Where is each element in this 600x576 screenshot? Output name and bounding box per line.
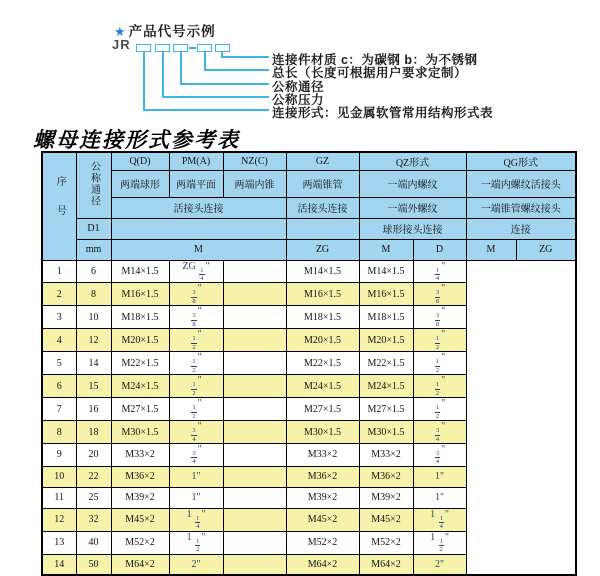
header-gz-ends: 两端锥管 [286, 170, 359, 197]
gz-cell: 1 $\frac{1}{4}$ " [169, 508, 223, 531]
nut-connection-table [41, 151, 577, 576]
table-row [42, 398, 576, 421]
mm-cell: 50 [76, 554, 111, 575]
seq-cell: 2 [42, 283, 76, 306]
header-qz-row3: 一端外螺纹 [359, 197, 466, 218]
qg-m-cell: M39×2 [359, 487, 413, 508]
connector-line [180, 83, 269, 85]
table-row [42, 283, 576, 306]
header-pm-ends: 两端平面 [169, 170, 223, 197]
gz-cell: $\frac{3}{8}$ " [169, 306, 223, 329]
qg-zg-cell: 1 $\frac{1}{4}$ " [413, 508, 466, 531]
qg-zg-cell: $\frac{3}{8}$ " [413, 306, 466, 329]
m-thread-cell: M36×2 [111, 466, 169, 487]
qz-d-cell: M22×1.5 [286, 352, 359, 375]
connector-line [162, 96, 269, 98]
header-qg-unit2: ZG [516, 239, 576, 260]
qg-m-cell: M18×1.5 [359, 306, 413, 329]
header-qz-row4: 球形接头连接 [359, 218, 466, 239]
table-row [42, 508, 576, 531]
header-seq: 序号 [42, 152, 76, 260]
m-thread-cell: M39×2 [111, 487, 169, 508]
connector-line [180, 51, 182, 84]
qg-zg-cell: $\frac{1}{4}$ " [413, 260, 466, 283]
qz-d-cell: M39×2 [286, 487, 359, 508]
connector-line [143, 51, 145, 110]
table-row [42, 375, 576, 398]
header-col-gz: GZ [286, 152, 359, 170]
qg-m-cell: M27×1.5 [359, 398, 413, 421]
seq-cell: 13 [42, 531, 76, 554]
qz-d-cell: M20×1.5 [286, 329, 359, 352]
qg-zg-cell: $\frac{3}{4}$ " [413, 444, 466, 467]
qz-d-cell: M45×2 [286, 508, 359, 531]
seq-cell: 8 [42, 421, 76, 444]
qg-m-cell: M16×1.5 [359, 283, 413, 306]
header-d1: D1 [76, 218, 111, 239]
gz-cell: $\frac{1}{2}$ " [169, 352, 223, 375]
table-row [42, 306, 576, 329]
header-nz-ends: 两端内锥 [223, 170, 286, 197]
header-blank-cell [286, 218, 359, 239]
qz-m-cell [223, 508, 286, 531]
qz-m-cell [223, 421, 286, 444]
qz-d-cell: M16×1.5 [286, 283, 359, 306]
seq-cell: 9 [42, 444, 76, 467]
header-qz-unit2: D [413, 239, 466, 260]
qg-zg-cell: $\frac{1}{2}$ " [413, 398, 466, 421]
header-qg-row4: 连接 [466, 218, 576, 239]
product-code-diagram [0, 0, 600, 126]
header-qg-row3: 一端锥管螺纹接头 [466, 197, 576, 218]
qg-m-cell: M24×1.5 [359, 375, 413, 398]
header-col-qz: QZ形式 [359, 152, 466, 170]
qz-m-cell [223, 283, 286, 306]
m-thread-cell: M14×1.5 [111, 260, 169, 283]
m-thread-cell: M16×1.5 [111, 283, 169, 306]
qg-m-cell: M30×1.5 [359, 421, 413, 444]
qz-m-cell [223, 260, 286, 283]
table-row [42, 421, 576, 444]
header-qg-row2: 一端内螺纹活接头 [466, 170, 576, 197]
m-thread-cell: M24×1.5 [111, 375, 169, 398]
qz-d-cell: M64×2 [286, 554, 359, 575]
connector-line [204, 69, 269, 71]
qz-m-cell [223, 375, 286, 398]
qz-m-cell [223, 306, 286, 329]
gz-cell: 1 $\frac{1}{2}$ " [169, 531, 223, 554]
qg-m-cell: M64×2 [359, 554, 413, 575]
qg-m-cell: M45×2 [359, 508, 413, 531]
qz-d-cell: M27×1.5 [286, 398, 359, 421]
connector-line [162, 51, 164, 97]
table-row [42, 531, 576, 554]
diagram-title-text: 产品代号示例 [128, 24, 216, 39]
header-gz-union: 活接头连接 [286, 197, 359, 218]
gz-cell: 2" [169, 554, 223, 575]
mm-cell: 22 [76, 466, 111, 487]
qg-m-cell: M36×2 [359, 466, 413, 487]
qz-m-cell [223, 487, 286, 508]
connector-line [204, 51, 206, 70]
header-col-q: Q(D) [111, 152, 169, 170]
m-thread-cell: M64×2 [111, 554, 169, 575]
qz-d-cell: M33×2 [286, 444, 359, 467]
qg-zg-cell: $\frac{1}{2}$ " [413, 329, 466, 352]
qg-zg-cell: $\frac{1}{2}$ " [413, 352, 466, 375]
m-thread-cell: M27×1.5 [111, 398, 169, 421]
seq-cell: 12 [42, 508, 76, 531]
seq-cell: 14 [42, 554, 76, 575]
qz-m-cell [223, 329, 286, 352]
m-thread-cell: M45×2 [111, 508, 169, 531]
table-row [42, 352, 576, 375]
header-gz-unit: ZG [286, 239, 359, 260]
gz-cell: $\frac{1}{2}$ " [169, 329, 223, 352]
m-thread-cell: M30×1.5 [111, 421, 169, 444]
mm-cell: 32 [76, 508, 111, 531]
qz-m-cell [223, 444, 286, 467]
m-thread-cell: M22×1.5 [111, 352, 169, 375]
qg-zg-cell: 1 $\frac{1}{2}$ " [413, 531, 466, 554]
qz-d-cell: M14×1.5 [286, 260, 359, 283]
mm-cell: 18 [76, 421, 111, 444]
seq-cell: 5 [42, 352, 76, 375]
qz-d-cell: M24×1.5 [286, 375, 359, 398]
table-row [42, 487, 576, 508]
gz-cell: $\frac{1}{2}$ " [169, 398, 223, 421]
table-row [42, 260, 576, 283]
qz-d-cell: M30×1.5 [286, 421, 359, 444]
qz-m-cell [223, 554, 286, 575]
qg-m-cell: M20×1.5 [359, 329, 413, 352]
diagram-label-connection: 连接形式：见金属软管常用结构形式表 [272, 106, 494, 120]
star-icon: ★ [114, 24, 127, 39]
seq-cell: 3 [42, 306, 76, 329]
table-body [42, 260, 576, 575]
gz-cell: $\frac{3}{4}$ " [169, 421, 223, 444]
gz-cell: 1" [169, 466, 223, 487]
header-qg-unit1: M [466, 239, 516, 260]
table-row [42, 329, 576, 352]
diagram-label-diameter: 公称通径 [272, 80, 325, 94]
qz-d-cell: M18×1.5 [286, 306, 359, 329]
header-union-joint: 活接头连接 [111, 197, 286, 218]
qg-m-cell: M33×2 [359, 444, 413, 467]
gz-cell: 1" [169, 487, 223, 508]
qz-m-cell [223, 531, 286, 554]
m-thread-cell: M20×1.5 [111, 329, 169, 352]
diagram-label-length: 总长（长度可根据用户要求定制） [272, 66, 468, 80]
header-col-pm: PM(A) [169, 152, 223, 170]
connector-line [143, 109, 269, 111]
mm-cell: 12 [76, 329, 111, 352]
header-col-nz: NZ(C) [223, 152, 286, 170]
mm-cell: 20 [76, 444, 111, 467]
table-row [42, 554, 576, 575]
qz-d-cell: M52×2 [286, 531, 359, 554]
mm-cell: 10 [76, 306, 111, 329]
m-thread-cell: M33×2 [111, 444, 169, 467]
mm-cell: 15 [76, 375, 111, 398]
qg-m-cell: M22×1.5 [359, 352, 413, 375]
qz-m-cell [223, 466, 286, 487]
product-code-prefix: JR [112, 37, 131, 52]
header-col-qg: QG形式 [466, 152, 576, 170]
mm-cell: 14 [76, 352, 111, 375]
table-row [42, 444, 576, 467]
seq-cell: 1 [42, 260, 76, 283]
mm-cell: 8 [76, 283, 111, 306]
qg-zg-cell: $\frac{3}{8}$ " [413, 283, 466, 306]
gz-cell: $\frac{3}{4}$ " [169, 444, 223, 467]
qg-m-cell: M14×1.5 [359, 260, 413, 283]
qg-zg-cell: 1" [413, 487, 466, 508]
seq-cell: 6 [42, 375, 76, 398]
m-thread-cell: M18×1.5 [111, 306, 169, 329]
qz-d-cell: M36×2 [286, 466, 359, 487]
header-m-unit: M [111, 239, 286, 260]
header-q-ends: 两端球形 [111, 170, 169, 197]
seq-cell: 11 [42, 487, 76, 508]
gz-cell: ZG $\frac{1}{4}$ " [169, 260, 223, 283]
qg-zg-cell: $\frac{1}{2}$ " [413, 375, 466, 398]
seq-cell: 10 [42, 466, 76, 487]
table-title: 螺母连接形式参考表 [33, 128, 240, 152]
seq-cell: 7 [42, 398, 76, 421]
gz-cell: $\frac{3}{8}$ " [169, 283, 223, 306]
qg-zg-cell: $\frac{3}{4}$ " [413, 421, 466, 444]
header-blank-cell [111, 218, 286, 239]
header-nominal-diameter: 公称通径 [76, 152, 111, 218]
mm-cell: 25 [76, 487, 111, 508]
gz-cell: $\frac{1}{2}$ " [169, 375, 223, 398]
code-dash [189, 47, 196, 49]
seq-cell: 4 [42, 329, 76, 352]
diagram-label-material: 连接件材质 c：为碳钢 b：为不锈钢 [272, 53, 478, 67]
header-mm: mm [76, 239, 111, 260]
qg-m-cell: M52×2 [359, 531, 413, 554]
connector-line [221, 56, 269, 58]
qg-zg-cell: 1" [413, 466, 466, 487]
diagram-label-pressure: 公称压力 [272, 93, 325, 107]
m-thread-cell: M52×2 [111, 531, 169, 554]
qg-zg-cell: 2" [413, 554, 466, 575]
table-row [42, 466, 576, 487]
mm-cell: 6 [76, 260, 111, 283]
header-qz-unit1: M [359, 239, 413, 260]
qz-m-cell [223, 352, 286, 375]
mm-cell: 40 [76, 531, 111, 554]
header-qz-row2: 一端内螺纹 [359, 170, 466, 197]
qz-m-cell [223, 398, 286, 421]
mm-cell: 16 [76, 398, 111, 421]
